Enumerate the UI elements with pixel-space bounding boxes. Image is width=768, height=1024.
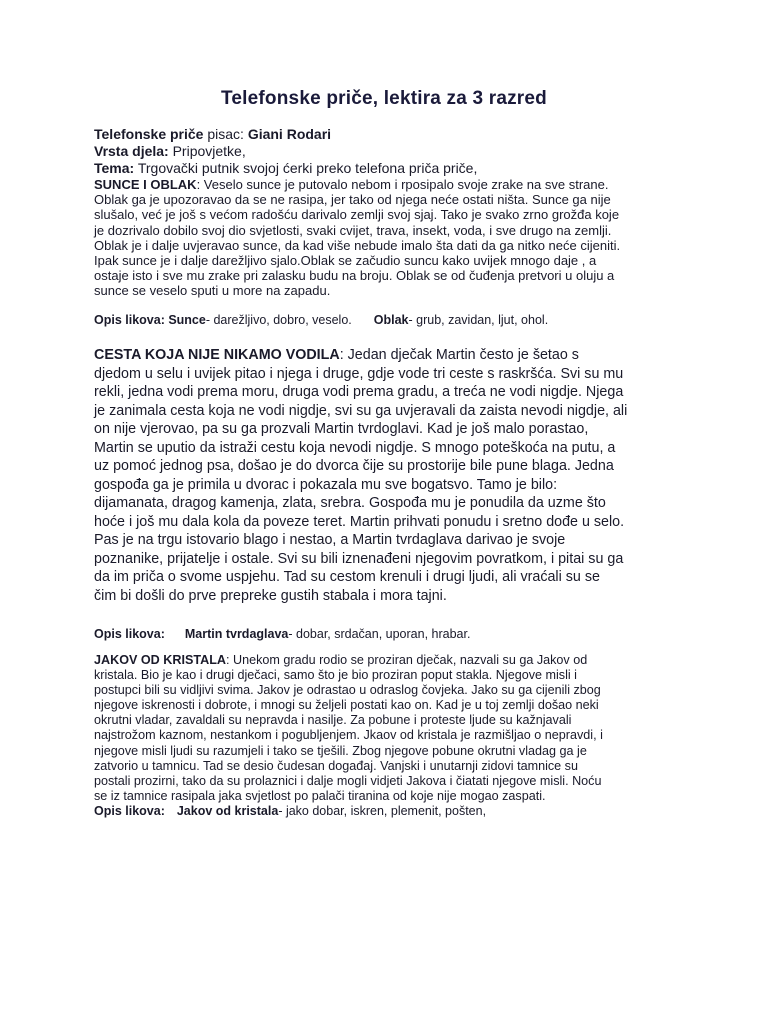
theme-label: Tema: [94,160,135,176]
characters-value: - dobar, srdačan, uporan, hrabar. [288,627,471,641]
type-line [94,143,694,160]
characters-oblak-value: - grub, zavidan, ljut, ohol. [408,312,549,327]
story-line: zatvorio u tamnicu. Tad se desio čudesan događaj. Vanjski i unutarnji zidovi tamnice su [94,758,578,773]
story-sunce-i-oblak [94,177,694,327]
characters-oblak-label: Oblak [373,312,409,327]
story-text: : Jedan dječak Martin često je šetao s [339,347,579,363]
story-line: ostaje isto i sve mu zrake pri zalasku budu na broju. Oblak se od čuđenja pretvori u oluju a [94,268,615,284]
characters-value: - darežljivo, dobro, veselo. [205,312,352,327]
story-line: rekli, jedna vodi prema moru, druga vodi prema gradu, a treća ne vodi nigdje. Njega [94,384,624,400]
story-line: da im priča o svome uspjehu. Tad su cestom krenuli i drugi ljudi, ali vraćali su se [94,569,600,585]
story-line: najstrožom kaznom, nestankom i pogubljenjem. Jkaov od kristala je razmišljao o nepravdi, i [94,728,603,743]
story-heading: CESTA KOJA NIJE NIKAMO VODILA [94,347,340,363]
story-line: njegove misli ljudi su razumjeli i tako se tješili. Zbog njegove pobune okrutni vladag ga je [94,743,587,758]
story-line: Pas je na trgu istovario blago i nestao, a Martin tvrdaglava darivao je svoje [94,532,566,548]
story-line: Ipak sunce je i dalje darežljivo sjalo.Oblak se začudio suncu kako uvijek mnogo daje , a [94,253,597,269]
story-first-line [94,177,694,192]
story-line: je zanimala cesta koja ne vodi nigdje, svi su ga uvjeravali da zaista nevodi nigdje, ali [94,402,628,419]
story-line: okrutni vladar, zavaldali su nepravda i nasilje. Za pobune i proteste ljude su kažnjavali [94,713,572,728]
story-text: : Veselo sunce je putovalo nebom i rposipalo svoje zrake na sve strane. [196,177,609,192]
characters-line [94,313,694,327]
story-line: čim bi došli do prve prepreke gustih stabala i mora tajni. [94,587,447,604]
story-body [94,365,694,606]
theme-line [94,160,694,177]
characters-label: Opis likova: [94,803,165,818]
story-line: poznanike, prijatelje i ostale. Svi su bili iznenađeni njegovim povratkom, i pitai su ga [94,550,624,567]
characters-line [94,804,694,818]
story-jakov [94,653,694,818]
author-name: Giani Rodari [247,126,332,142]
story-line: se iz tamnice rasipala jaka svjetlost po palači tiranina od koje nije mogao zaspati. [94,788,546,803]
story-line: postupci bili su vidljivi svima. Jakov je odrastao u odraslog čovjeka. Jako su ga cijenili zbog [94,683,601,698]
story-line: postali prozirni, tako da su prolaznici i dalje mogli vidjeti Jakova i čiatati njegove misli. Noću [94,773,602,788]
story-first-line [94,346,694,365]
story-heading: SUNCE I OBLAK [94,177,197,192]
story-line: njegove iskrenosti i dobrote, i mnogi su željeli postati kao on. Kad je u toj zemlji došao neki [94,698,599,713]
story-first-line [94,653,694,668]
story-line: hoće i još mu dala kola da poveze teret. Martin prihvati ponudu i sretno dođe u selo. [94,513,625,530]
characters-label: Opis likova: Sunce [94,312,206,327]
author-prefix: pisac: [203,126,248,142]
type-value: Pripovjetke, [168,143,246,159]
document-title: Telefonske priče, lektira za 3 razred [221,88,547,109]
story-line: Martin se uputio da istraži cestu koja nevodi nigdje. S mnogo poteškoća na putu, a [94,439,616,456]
story-line: kristala. Bio je kao i drugi dječaci, samo što je bio proziran poput stakla. Njegove misli i [94,668,577,683]
characters-line [94,627,694,641]
header-section [94,126,694,177]
story-heading: JAKOV OD KRISTALA [94,653,227,667]
story-line: uz pomoć jednog psa, došao je do dvorca čije su prostorije bile pune blaga. Jedna [94,458,614,474]
theme-value: Trgovački putnik svojoj ćerki preko telefona priča priče, [134,160,478,176]
story-line: on nije vjerovao, pa su ga prozvali Martin tvrdoglavi. Kad je još malo porastao, [94,421,589,437]
story-line: je dozrivalo dobilo svoj dio svjetlosti, svaki cvijet, trava, insekt, voda, i sve drugo na zemlji. [94,222,612,238]
characters-name: Jakov od kristala [176,803,279,818]
story-line: Oblak je i dalje uvjeravao sunce, da kad više nebude imalo šta dati da ga nitko neće cijeniti. [94,237,621,253]
work-line [94,126,694,143]
story-body [94,668,694,804]
characters-value: - jako dobar, iskren, plemenit, pošten, [278,803,487,818]
story-text: : Unekom gradu rodio se proziran dječak, nazvali su ga Jakov od [226,653,588,667]
story-line: Oblak ga je upozoravao da se ne rasipa, jer tako od njega neće ostati ništa. Sunce ga nije [94,192,611,208]
story-cesta [94,346,694,641]
story-line: djedom u selu i uvijek pitao i njega i druge, gdje vode tri ceste s raskršća. Svi su mu [94,365,624,382]
type-label: Vrsta djela: [94,143,169,159]
story-line: slušalo, već je još s većom radošću darivalo zemlji svoj sjaj. Tako je svako zrno grožđa koje [94,207,620,223]
characters-name: Martin tvrdaglava [184,627,289,641]
story-line: sunce se veselo sputi u more na zapadu. [94,283,331,299]
story-body [94,192,694,298]
work-label: Telefonske priče [94,126,204,142]
characters-label: Opis likova: [94,627,165,641]
story-line: gospođa ga je primila u dvorac i pokazala mu sve bogatsvo. Tamo je bilo: [94,476,558,493]
story-line: dijamanata, dragog kamenja, zlata, srebra. Gospođa mu je ponudila da uzme što [94,495,606,511]
